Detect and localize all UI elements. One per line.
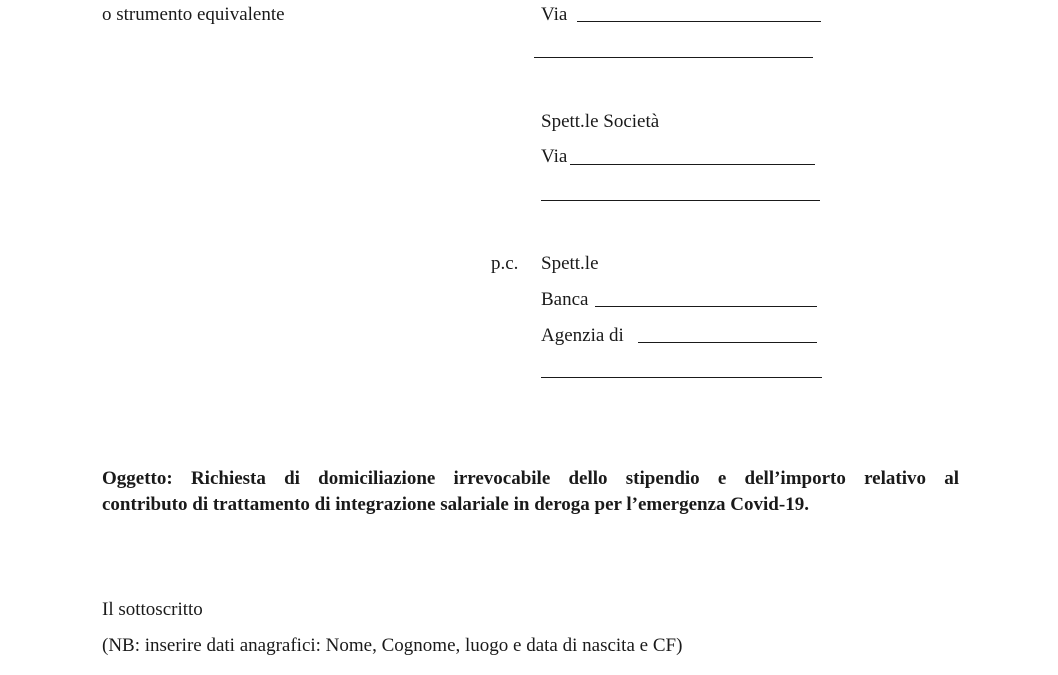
sender-line: o strumento equivalente: [102, 4, 285, 25]
bank-label: Banca: [541, 289, 589, 310]
subject-line-1: [102, 466, 959, 492]
bank-blank[interactable]: [595, 306, 817, 307]
agency-blank[interactable]: [638, 342, 817, 343]
undersigned-label: Il sottoscritto: [102, 599, 203, 620]
via-blank-2[interactable]: [570, 164, 815, 165]
subject-label: Oggetto:: [102, 468, 173, 489]
address-blank-1[interactable]: [534, 57, 813, 58]
address-blank-2[interactable]: [541, 200, 820, 201]
subject-line-2: contributo di trattamento di integrazione salariale in deroga per l’emergenza Covid-19.: [102, 494, 809, 515]
via-label-2: Via: [541, 146, 568, 167]
agency-address-blank[interactable]: [541, 377, 822, 378]
via-label-1: Via: [541, 4, 568, 25]
personal-data-note: (NB: inserire dati anagrafici: Nome, Cognome, luogo e data di nascita e CF): [102, 635, 683, 656]
subject-block: [102, 466, 959, 518]
subject-text-1: Richiesta di domiciliazione irrevocabile dello stipendio e dell’importo relativo al: [190, 468, 960, 489]
pc-label: p.c.: [491, 253, 519, 274]
agency-label: Agenzia di: [541, 325, 624, 346]
via-blank-1[interactable]: [577, 21, 821, 22]
bank-salutation: Spett.le: [541, 253, 599, 274]
company-salutation: Spett.le Società: [541, 111, 660, 132]
